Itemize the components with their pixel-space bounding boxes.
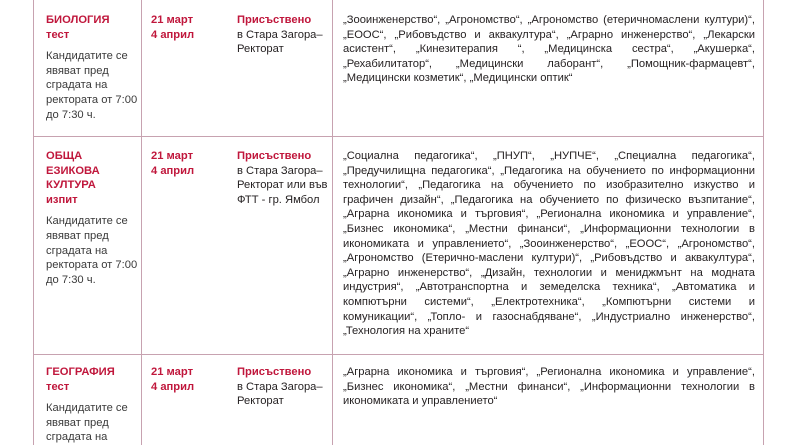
table-row [33, 354, 764, 445]
dates-cell [151, 149, 227, 178]
specialties-list: „Аграрна икономика и търговия“, „Регионална икономика и управление“, „Бизнес икономика“, „Местни финанси“, „Информационни технологии в икономиката и управлението“ [343, 366, 755, 408]
subject-name: БИОЛОГИЯ [46, 14, 110, 26]
subject-name: ОБЩА ЕЗИКОВА КУЛТУРА [46, 150, 100, 192]
exam-mode: Присъствено [237, 366, 312, 378]
dates-cell [151, 13, 227, 42]
exam-date: 4 април [151, 380, 195, 393]
exam-location: в Стара Загора–Ректорат [237, 380, 323, 408]
exam-mode: Присъствено [237, 14, 312, 26]
subject-name: ГЕОГРАФИЯ [46, 366, 115, 378]
exam-type: тест [46, 380, 70, 393]
specialties-list: „Социална педагогика“, „ПНУП“, „НУПЧЕ“, „Специална педагогика“, „Предучилищна педагогика“, „Педагогика на обучението по информационни технологии“, „Педагогика на обучението по изобразително изкуство и графичен дизайн“, „Педагогика на обучението по физическо възпитание“, „Аграрна икономика и търговия“, „Регионална икономика и управление“, „Бизнес икономика“, „Местни финанси“, „Информационни технологии в икономиката и управлението“, „Зооинженерство“, „ЕООС“, „Агрономство“, „Агрономство (Етерично-маслени култури)“, „Рибовъдство и аквакултура“, „Аграрно инженерство“, „Дизайн, технологии и мениджмънт на модната индустрия“, „Автотранспортна и земеделска техника“, „Автоматика и компютърни системи“, „Електротехника“, „Компютърни системи и комуникации“, „Топло- и газоснабдяване“, „Индустриално инженерство“, „Технология на храните“ [343, 150, 755, 338]
subject-cell [46, 13, 138, 122]
exam-date: 21 март [151, 366, 194, 378]
specialties-list: „Зооинженерство“, „Агрономство“, „Агрономство (етеричномаслени култури)“, „ЕООС“, „Рибовъдство и аквакултура“, „Аграрно инженерство“, „Лекарски асистент“, „Кинезитерапия “, „Медицинска сестра“, „Акушерка“, „Рехабилитатор“, „Медицински лаборант“, „Помощник-фармацевт“, „Медицински козметик“, „Медицински оптик“ [343, 14, 755, 85]
table-row [33, 0, 764, 136]
location-cell [237, 365, 329, 409]
exam-type: изпит [46, 193, 78, 206]
subject-cell [46, 365, 138, 445]
candidate-note: Кандидатите се явяват пред сградата на [46, 402, 128, 444]
candidate-note: Кандидатите се явяват пред сградата на ректората от 7:00 до 7:30 ч. [46, 50, 138, 121]
exam-schedule-table [33, 0, 764, 445]
exam-location: в Стара Загора–Ректорат [237, 28, 323, 56]
exam-type: тест [46, 28, 70, 41]
subject-cell [46, 149, 138, 287]
exam-mode: Присъствено [237, 150, 312, 162]
candidate-note: Кандидатите се явяват пред сградата на ректората от 7:00 до 7:30 ч. [46, 215, 138, 286]
dates-cell [151, 365, 227, 394]
exam-date: 21 март [151, 14, 194, 26]
table-row [33, 136, 764, 354]
location-cell [237, 149, 329, 207]
exam-date: 21 март [151, 150, 194, 162]
location-cell [237, 13, 329, 57]
exam-date: 4 април [151, 164, 195, 177]
exam-location: в Стара Загора–Ректорат или във ФТТ - гр. Ямбол [237, 164, 328, 206]
exam-date: 4 април [151, 28, 195, 41]
